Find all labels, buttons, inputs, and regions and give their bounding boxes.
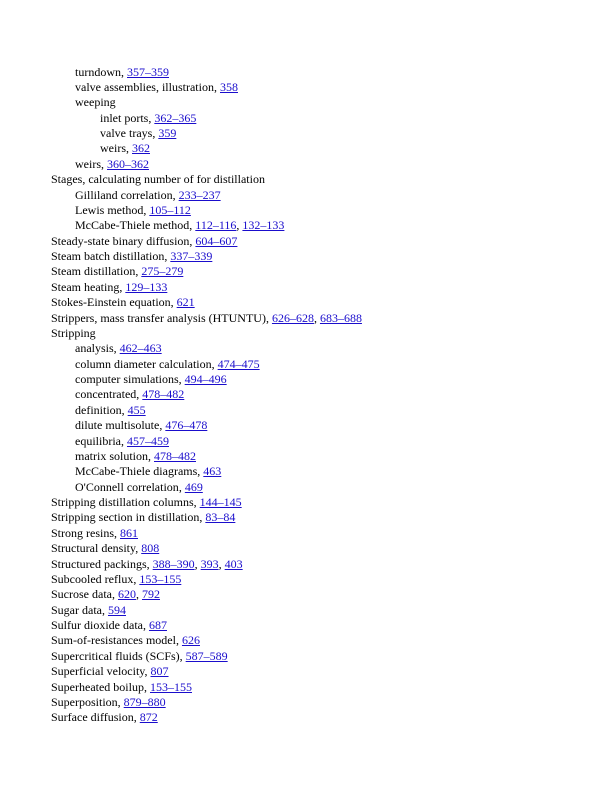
page-link[interactable]: 457–459 [126, 433, 169, 448]
page-link[interactable]: 357–359 [127, 64, 169, 79]
index-term: column diameter calculation [75, 356, 212, 371]
page-link[interactable]: 393 [200, 556, 219, 571]
index-term: McCabe-Thiele method [75, 218, 190, 233]
page-link[interactable]: 872 [139, 710, 158, 725]
index-term: Strong resins [51, 525, 114, 540]
index-subentry: definition, 455 [75, 402, 146, 417]
page-link[interactable]: 362–365 [154, 110, 197, 125]
index-entry: Stripping section in distillation, 83–84 [51, 510, 236, 525]
index-term: Sum-of-resistances model [51, 633, 176, 648]
index-term: Superheated boilup [51, 679, 144, 694]
page-link[interactable]: 792 [141, 587, 160, 602]
index-entry: Structured packings, 388–390, 393, 403 [51, 556, 243, 571]
page-link[interactable]: 463 [203, 464, 222, 479]
page-link[interactable]: 687 [148, 618, 167, 632]
index-term: Sucrose data [51, 587, 112, 602]
index-term: Steam distillation [51, 264, 136, 279]
page-link[interactable]: 153–155 [139, 571, 182, 586]
index-term: Structural density [51, 541, 136, 556]
page-link[interactable]: 620 [117, 587, 136, 602]
index-term: Superposition [51, 694, 118, 709]
index-entry: Sucrose data, 620, 792 [51, 587, 160, 602]
index-term: dilute multisolute [75, 418, 160, 433]
page-link[interactable]: 275–279 [141, 264, 184, 279]
index-entry: Supercritical fluids (SCFs), 587–589 [51, 648, 228, 663]
page-link[interactable]: 478–482 [142, 387, 185, 402]
page-link[interactable]: 861 [120, 525, 138, 540]
index-term: Subcooled reflux [51, 571, 134, 586]
page-link[interactable]: 808 [141, 541, 160, 556]
index-subentry: weirs, 360–362 [75, 156, 149, 171]
index-entry: Structural density, 808 [51, 541, 160, 556]
page-link[interactable]: 360–362 [107, 156, 149, 171]
page-link[interactable]: 879–880 [123, 694, 166, 709]
index-subentry: valve trays, 359 [100, 126, 177, 140]
page-link[interactable]: 621 [176, 295, 195, 310]
index-term: Superficial velocity [51, 664, 145, 679]
index-entry: Superheated boilup, 153–155 [51, 679, 192, 694]
index-term: weirs [75, 156, 101, 171]
index-term: weirs [100, 141, 126, 156]
index-term: Stripping section in distillation [51, 510, 200, 525]
index-entry: Strong resins, 861 [51, 525, 138, 540]
index-entry: Sulfur dioxide data, 687 [51, 618, 167, 632]
index-list [0, 65, 614, 726]
index-entry [0, 326, 614, 341]
index-subentry [0, 95, 614, 110]
index-subentry: dilute multisolute, 476–478 [75, 418, 208, 433]
page-link[interactable]: 476–478 [165, 418, 208, 433]
page-link[interactable]: 129–133 [125, 279, 168, 294]
page-link[interactable]: 626–628 [271, 310, 314, 325]
index-subentry: McCabe-Thiele method, 112–116, 132–133 [75, 218, 285, 233]
page-link[interactable]: 474–475 [217, 356, 260, 371]
index-subentry: turndown, 357–359 [75, 64, 169, 79]
index-subentry: O'Connell correlation, 469 [75, 479, 203, 494]
page-link[interactable]: 359 [158, 126, 177, 140]
index-term: concentrated [75, 387, 137, 402]
index-entry: Stokes-Einstein equation, 621 [51, 295, 195, 310]
index-term: definition [75, 402, 122, 417]
index-term: Steam heating [51, 279, 120, 294]
page-link[interactable]: 233–237 [178, 187, 221, 202]
page-link[interactable]: 683–688 [319, 310, 362, 325]
index-term: Gilliland correlation [75, 187, 173, 202]
page-link[interactable]: 362 [132, 141, 150, 156]
index-subentry: Gilliland correlation, 233–237 [75, 187, 221, 202]
index-term: computer simulations [75, 372, 179, 386]
page-link[interactable]: 604–607 [195, 233, 238, 248]
page-link[interactable]: 469 [184, 479, 203, 494]
page-link[interactable]: 132–133 [242, 218, 285, 233]
index-term: matrix solution [75, 448, 148, 463]
index-term: turndown [75, 64, 121, 79]
index-term: equilibria [75, 433, 121, 448]
index-term: Steady-state binary diffusion [51, 233, 190, 248]
index-term: Lewis method [75, 202, 144, 217]
page-link[interactable]: 478–482 [154, 448, 196, 463]
index-term: valve trays [100, 126, 153, 140]
page-link[interactable]: 388–390 [152, 556, 195, 571]
page-link[interactable]: 105–112 [149, 202, 191, 217]
index-term: analysis [75, 341, 114, 356]
index-subentry: computer simulations, 494–496 [75, 372, 227, 386]
index-term: Stokes-Einstein equation [51, 295, 171, 310]
index-entry [0, 172, 614, 187]
index-term: Structured packings [51, 556, 147, 571]
index-subentry: inlet ports, 362–365 [100, 110, 197, 125]
index-subentry: matrix solution, 478–482 [75, 448, 196, 463]
index-subentry: weirs, 362 [100, 141, 150, 156]
index-term: valve assemblies, illustration [75, 79, 214, 94]
index-term: Supercritical fluids (SCFs) [51, 648, 180, 663]
index-subentry: analysis, 462–463 [75, 341, 162, 356]
index-entry: Sugar data, 594 [51, 602, 126, 617]
index-entry: Steam distillation, 275–279 [51, 264, 184, 279]
index-subentry: valve assemblies, illustration, 358 [75, 79, 238, 94]
index-term: Sugar data [51, 602, 102, 617]
page-link[interactable]: 455 [127, 402, 146, 417]
index-subentry: equilibria, 457–459 [75, 433, 169, 448]
index-entry: Steady-state binary diffusion, 604–607 [51, 233, 238, 248]
index-entry: Superficial velocity, 807 [51, 664, 169, 679]
page-link[interactable]: 112–116 [195, 218, 237, 233]
page-link[interactable]: 626 [181, 633, 200, 648]
index-entry: Stripping distillation columns, 144–145 [51, 495, 242, 509]
index-term: Strippers, mass transfer analysis (HTUNTU) [51, 310, 266, 325]
page-link[interactable]: 587–589 [185, 648, 228, 663]
index-entry: Steam heating, 129–133 [51, 279, 168, 294]
index-term: inlet ports [100, 110, 149, 125]
index-subentry: McCabe-Thiele diagrams, 463 [75, 464, 222, 479]
index-entry: Superposition, 879–880 [51, 694, 166, 709]
index-term: Stages, calculating number of for distillation [51, 172, 265, 187]
page-link[interactable]: 83–84 [205, 510, 236, 525]
page-link[interactable]: 358 [219, 79, 238, 94]
index-term: Stripping [51, 325, 96, 340]
index-entry: Sum-of-resistances model, 626 [51, 633, 200, 648]
index-subentry: column diameter calculation, 474–475 [75, 356, 260, 371]
index-term: Surface diffusion [51, 710, 134, 725]
index-entry: Subcooled reflux, 153–155 [51, 571, 182, 586]
index-entry: Steam batch distillation, 337–339 [51, 249, 213, 263]
index-term: Stripping distillation columns [51, 495, 194, 509]
page-link[interactable]: 594 [107, 602, 126, 617]
page-link[interactable]: 494–496 [184, 372, 227, 386]
index-term: O'Connell correlation [75, 479, 179, 494]
page-link[interactable]: 153–155 [149, 679, 192, 694]
index-term: weeping [75, 95, 116, 110]
index-subentry: Lewis method, 105–112 [75, 202, 191, 217]
page-link[interactable]: 462–463 [119, 341, 162, 356]
index-entry: Surface diffusion, 872 [51, 710, 158, 725]
page-link[interactable]: 337–339 [170, 249, 213, 263]
index-subentry: concentrated, 478–482 [75, 387, 185, 402]
page-link[interactable]: 144–145 [199, 495, 242, 509]
index-term: McCabe-Thiele diagrams [75, 464, 198, 479]
page-link[interactable]: 403 [224, 556, 243, 571]
index-term: Sulfur dioxide data [51, 618, 143, 632]
index-term: Steam batch distillation [51, 249, 165, 263]
index-entry: Strippers, mass transfer analysis (HTUNTU), 626–628, 683–688 [51, 310, 362, 325]
page-link[interactable]: 807 [150, 664, 169, 679]
